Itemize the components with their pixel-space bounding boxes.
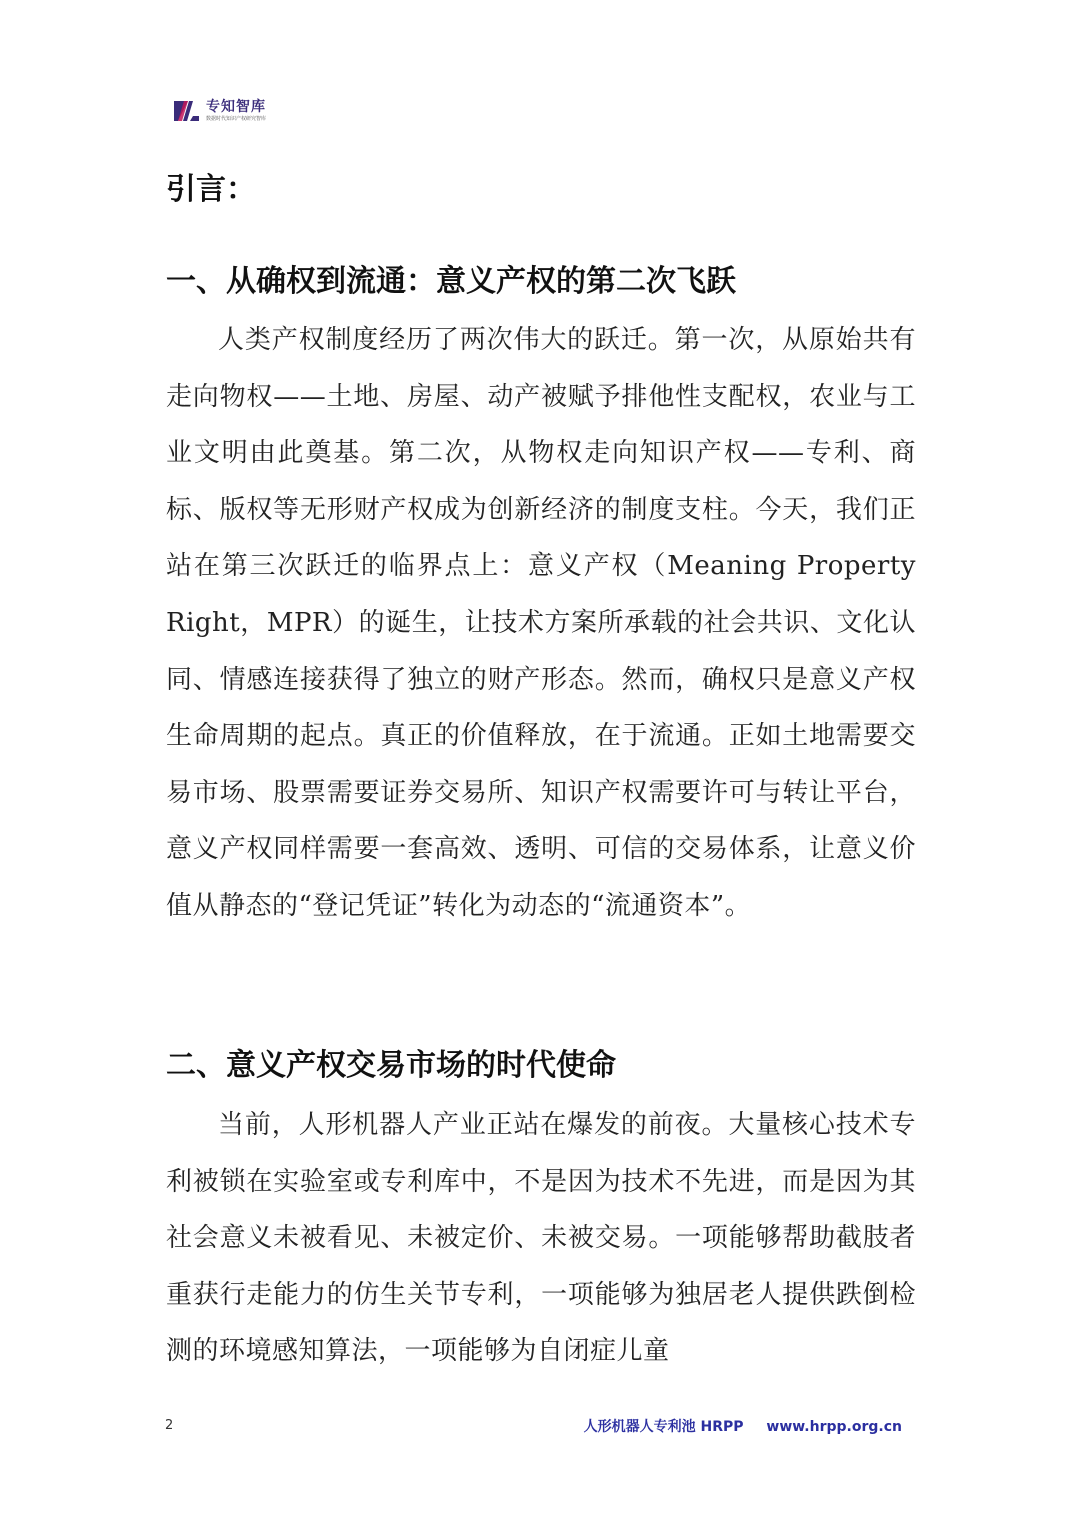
logo-name: 专知智库 <box>206 99 266 115</box>
logo <box>172 96 266 126</box>
section1-heading: 一、从确权到流通：意义产权的第二次飞跃 <box>166 264 736 299</box>
footer-org <box>584 1416 902 1436</box>
section1-paragraph: 人类产权制度经历了两次伟大的跃迁。第一次，从原始共有走向物权——土地、房屋、动产被赋予排他性支配权，农业与工业文明由此奠基。第二次，从物权走向知识产权——专利、商标、版权等无形财产权成为创新经济的制度支柱。今天，我们正站在第三次跃迁的临界点上：意义产权（Meaning Property Right，MPR）的诞生，让技术方案所承载的社会共识、文化认同、情感连接获得了独立的财产形态。然而，确权只是意义产权生命周期的起点。真正的价值释放，在于流通。正如土地需要交易市场、股票需要证券交易所、知识产权需要许可与转让平台，意义产权同样需要一套高效、透明、可信的交易体系，让意义价值从静态的“登记凭证”转化为动态的“流通资本”。 <box>166 325 916 921</box>
logo-tagline: 数据时代知识产权研究智库 <box>206 116 267 122</box>
footer-website[interactable]: www.hrpp.org.cn <box>766 1419 902 1435</box>
section2-heading: 二、意义产权交易市场的时代使命 <box>166 1048 616 1083</box>
section2-paragraph: 当前，人形机器人产业正站在爆发的前夜。大量核心技术专利被锁在实验室或专利库中，不是因为技术不先进，而是因为其社会意义未被看见、未被定价、未被交易。一项能够帮助截肢者重获行走能力的仿生关节专利，一项能够为独居老人提供跌倒检测的环境感知算法，一项能够为自闭症儿童 <box>166 1110 916 1367</box>
page-number: 2 <box>165 1418 174 1433</box>
intro-heading: 引言： <box>166 172 256 207</box>
footer-org-name: 人形机器人专利池 HRPP <box>583 1419 744 1435</box>
zl-logo-icon <box>172 98 200 124</box>
